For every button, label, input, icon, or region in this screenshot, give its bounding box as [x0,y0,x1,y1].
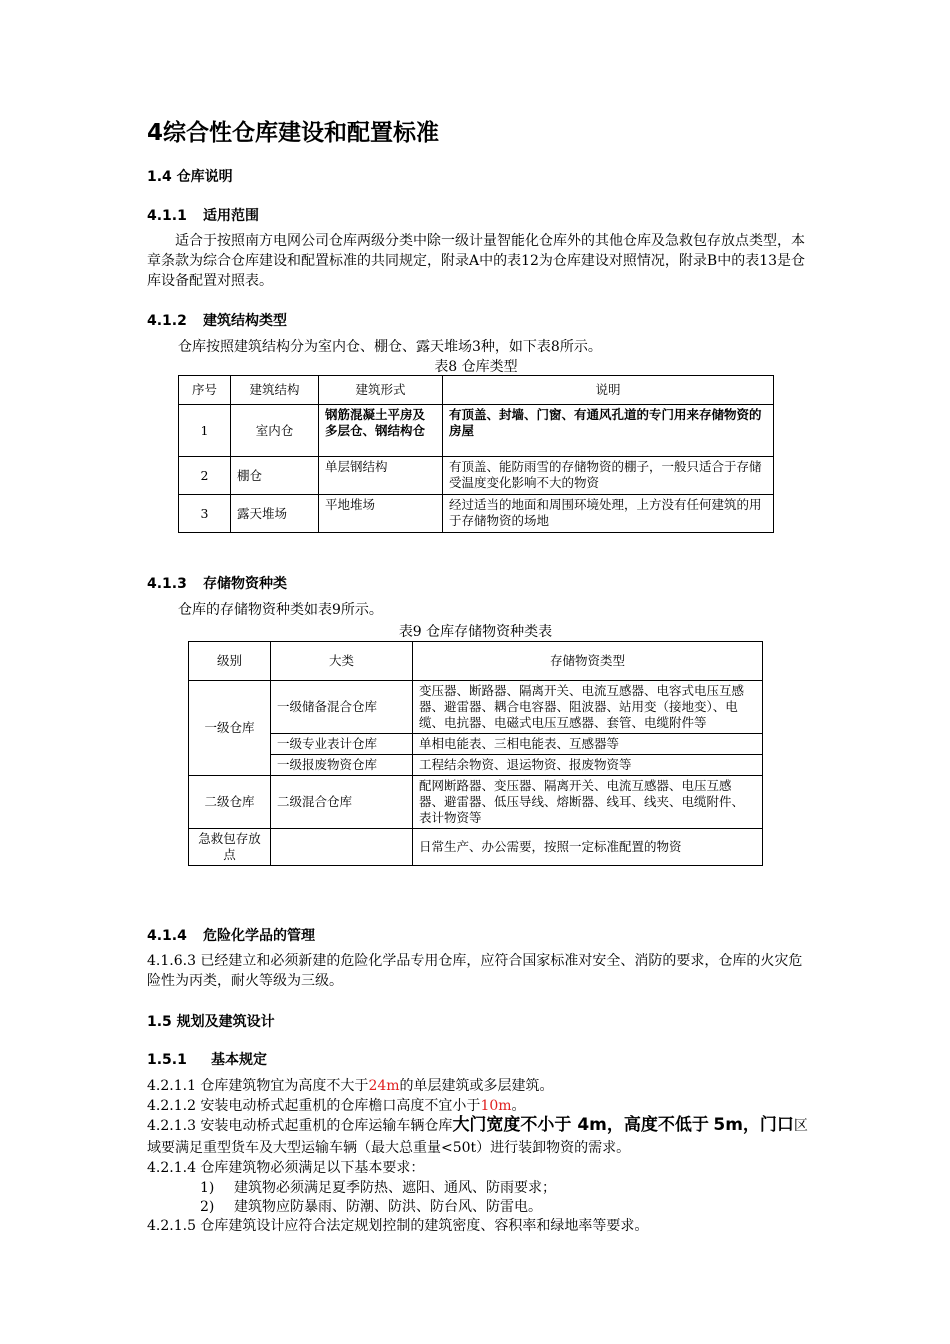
table-cell: 露天堆场 [231,495,319,533]
rule-text: 4.2.1.3 安装电动桥式起重机的仓库运输车辆仓库 [147,1118,453,1134]
rule-4-2-1-2 [147,1096,526,1116]
list-text: 建筑物必须满足夏季防热、遮阳、通风、防雨要求； [234,1180,556,1196]
rule-4-2-1-4-item-1 [200,1178,556,1198]
table-8-caption: 表8 仓库类型 [434,359,518,375]
table-cell: 2 [179,457,231,495]
paragraph-4-1-2: 仓库按照建筑结构分为室内仓、棚仓、露天堆场3种，如下表8所示。 [178,339,602,355]
paragraph-4-1-6-3: 4.1.6.3 已经建立和必须新建的危险化学品专用仓库，应符合国家标准对安全、消防的要求，仓库的火灾危险性为丙类，耐火等级为三级。 [147,953,803,989]
table-cell: 平地堆场 [319,495,443,533]
list-text: 建筑物应防暴雨、防潮、防洪、防台风、防雷电。 [234,1199,542,1215]
rule-text: 4.2.1.1 仓库建筑物宜为高度不大于 [147,1078,369,1094]
table-row [179,495,774,533]
table-row [189,734,763,755]
table-cell: 单相电能表、三相电能表、互感器等 [413,734,763,755]
rule-4-2-1-4-item-2 [200,1197,542,1217]
section-title: 基本规定 [211,1052,267,1068]
list-number: 1) [200,1180,215,1196]
section-number: 4.1.4 [147,928,187,944]
table-cell: 室内仓 [231,405,319,457]
rule-text: 。 [511,1098,526,1114]
section-4-1-2-heading [147,310,287,330]
table-cell-level: 一级仓库 [189,681,271,776]
section-title: 存储物资种类 [203,576,287,592]
section-4-1-4-heading [147,925,315,945]
table-9-caption: 表9 仓库存储物资种类表 [398,624,553,640]
section-number: 4.1.3 [147,576,187,592]
table-cell: 一级储备混合仓库 [271,681,413,734]
section-title: 危险化学品的管理 [203,928,315,944]
table-cell: 3 [179,495,231,533]
table-cell: 有顶盖、能防雨雪的存储物资的棚子，一般只适合于存储受温度变化影响不大的物资 [443,457,774,495]
table-cell: 钢筋混凝土平房及多层仓、钢结构仓 [319,405,443,457]
rule-value-highlight: 24m [368,1078,400,1094]
table-row [189,829,763,866]
table-header-cell: 级别 [189,642,271,681]
rule-4-2-1-4: 4.2.1.4 仓库建筑物必须满足以下基本要求： [147,1160,425,1176]
section-title: 建筑结构类型 [203,313,287,329]
section-1-4-heading: 1.4 仓库说明 [147,169,233,185]
rule-4-2-1-1 [147,1076,554,1096]
table-row [179,405,774,457]
page-title: 4综合性仓库建设和配置标准 [147,120,440,146]
table-cell: 经过适当的地面和周围环境处理，上方没有任何建筑的用于存储物资的场地 [443,495,774,533]
rule-text: 的单层建筑或多层建筑。 [399,1078,554,1094]
rule-text: 区域要满足重型货车及大型运输车辆（最大总重量<50t）进行装卸物资的需求。 [147,1118,808,1156]
table-cell: 变压器、断路器、隔离开关、电流互感器、电容式电压互感器、避雷器、耦合电容器、阻波器、站用变（接地变）、电缆、电抗器、电磁式电压互感器、套管、电缆附件等 [413,681,763,734]
table-cell: 棚仓 [231,457,319,495]
table-row [189,755,763,776]
table-header-row [179,376,774,405]
table-row [189,776,763,829]
section-number: 4.1.1 [147,208,187,224]
rule-emphasis: 5m，门口 [713,1115,794,1135]
table-cell: 一级专业表计仓库 [271,734,413,755]
table-cell: 单层钢结构 [319,457,443,495]
rule-value-highlight: 10m [480,1098,512,1114]
rule-text: 4.2.1.2 安装电动桥式起重机的仓库檐口高度不宜小于 [147,1098,481,1114]
table-cell: 有顶盖、封墙、门窗、有通风孔道的专门用来存储物资的房屋 [443,405,774,457]
section-1-5-1-heading [147,1049,267,1069]
table-row [179,457,774,495]
table-header-cell: 建筑形式 [319,376,443,405]
paragraph-4-1-1: 适合于按照南方电网公司仓库两级分类中除一级计量智能化仓库外的其他仓库及急救包存放点类型，本章条款为综合仓库建设和配置标准的共同规定，附录A中的表12为仓库建设对照情况，附录B中的表13是仓库设备配置对照表。 [147,233,806,289]
table-cell: 日常生产、办公需要，按照一定标准配置的物资 [413,829,763,866]
table-header-cell: 序号 [179,376,231,405]
section-number: 1.5.1 [147,1052,187,1068]
rule-emphasis: 大门宽度不小于 4m，高度不低于 [452,1115,709,1135]
table-cell [271,829,413,866]
list-number: 2) [200,1199,215,1215]
table-8 [178,375,774,533]
table-cell: 一级报废物资仓库 [271,755,413,776]
table-row [189,681,763,734]
table-cell: 配网断路器、变压器、隔离开关、电流互感器、电压互感器、避雷器、低压导线、熔断器、线耳、线夹、电缆附件、表计物资等 [413,776,763,829]
table-9 [188,641,763,866]
table-cell: 1 [179,405,231,457]
section-1-5-heading: 1.5 规划及建筑设计 [147,1014,275,1030]
table-cell-level: 二级仓库 [189,776,271,829]
section-title: 适用范围 [203,208,259,224]
table-cell: 二级混合仓库 [271,776,413,829]
section-number: 4.1.2 [147,313,187,329]
table-header-cell: 存储物资类型 [413,642,763,681]
table-header-cell: 说明 [443,376,774,405]
rule-4-2-1-5: 4.2.1.5 仓库建筑设计应符合法定规划控制的建筑密度、容积率和绿地率等要求。 [147,1218,649,1234]
table-cell: 工程结余物资、退运物资、报废物资等 [413,755,763,776]
section-4-1-3-heading [147,573,287,593]
table-header-cell: 建筑结构 [231,376,319,405]
table-header-row [189,642,763,681]
section-4-1-1-heading [147,205,259,225]
paragraph-4-1-3: 仓库的存储物资种类如表9所示。 [178,602,383,618]
rule-4-2-1-3 [147,1114,809,1159]
table-header-cell: 大类 [271,642,413,681]
table-cell-level: 急救包存放点 [189,829,271,866]
